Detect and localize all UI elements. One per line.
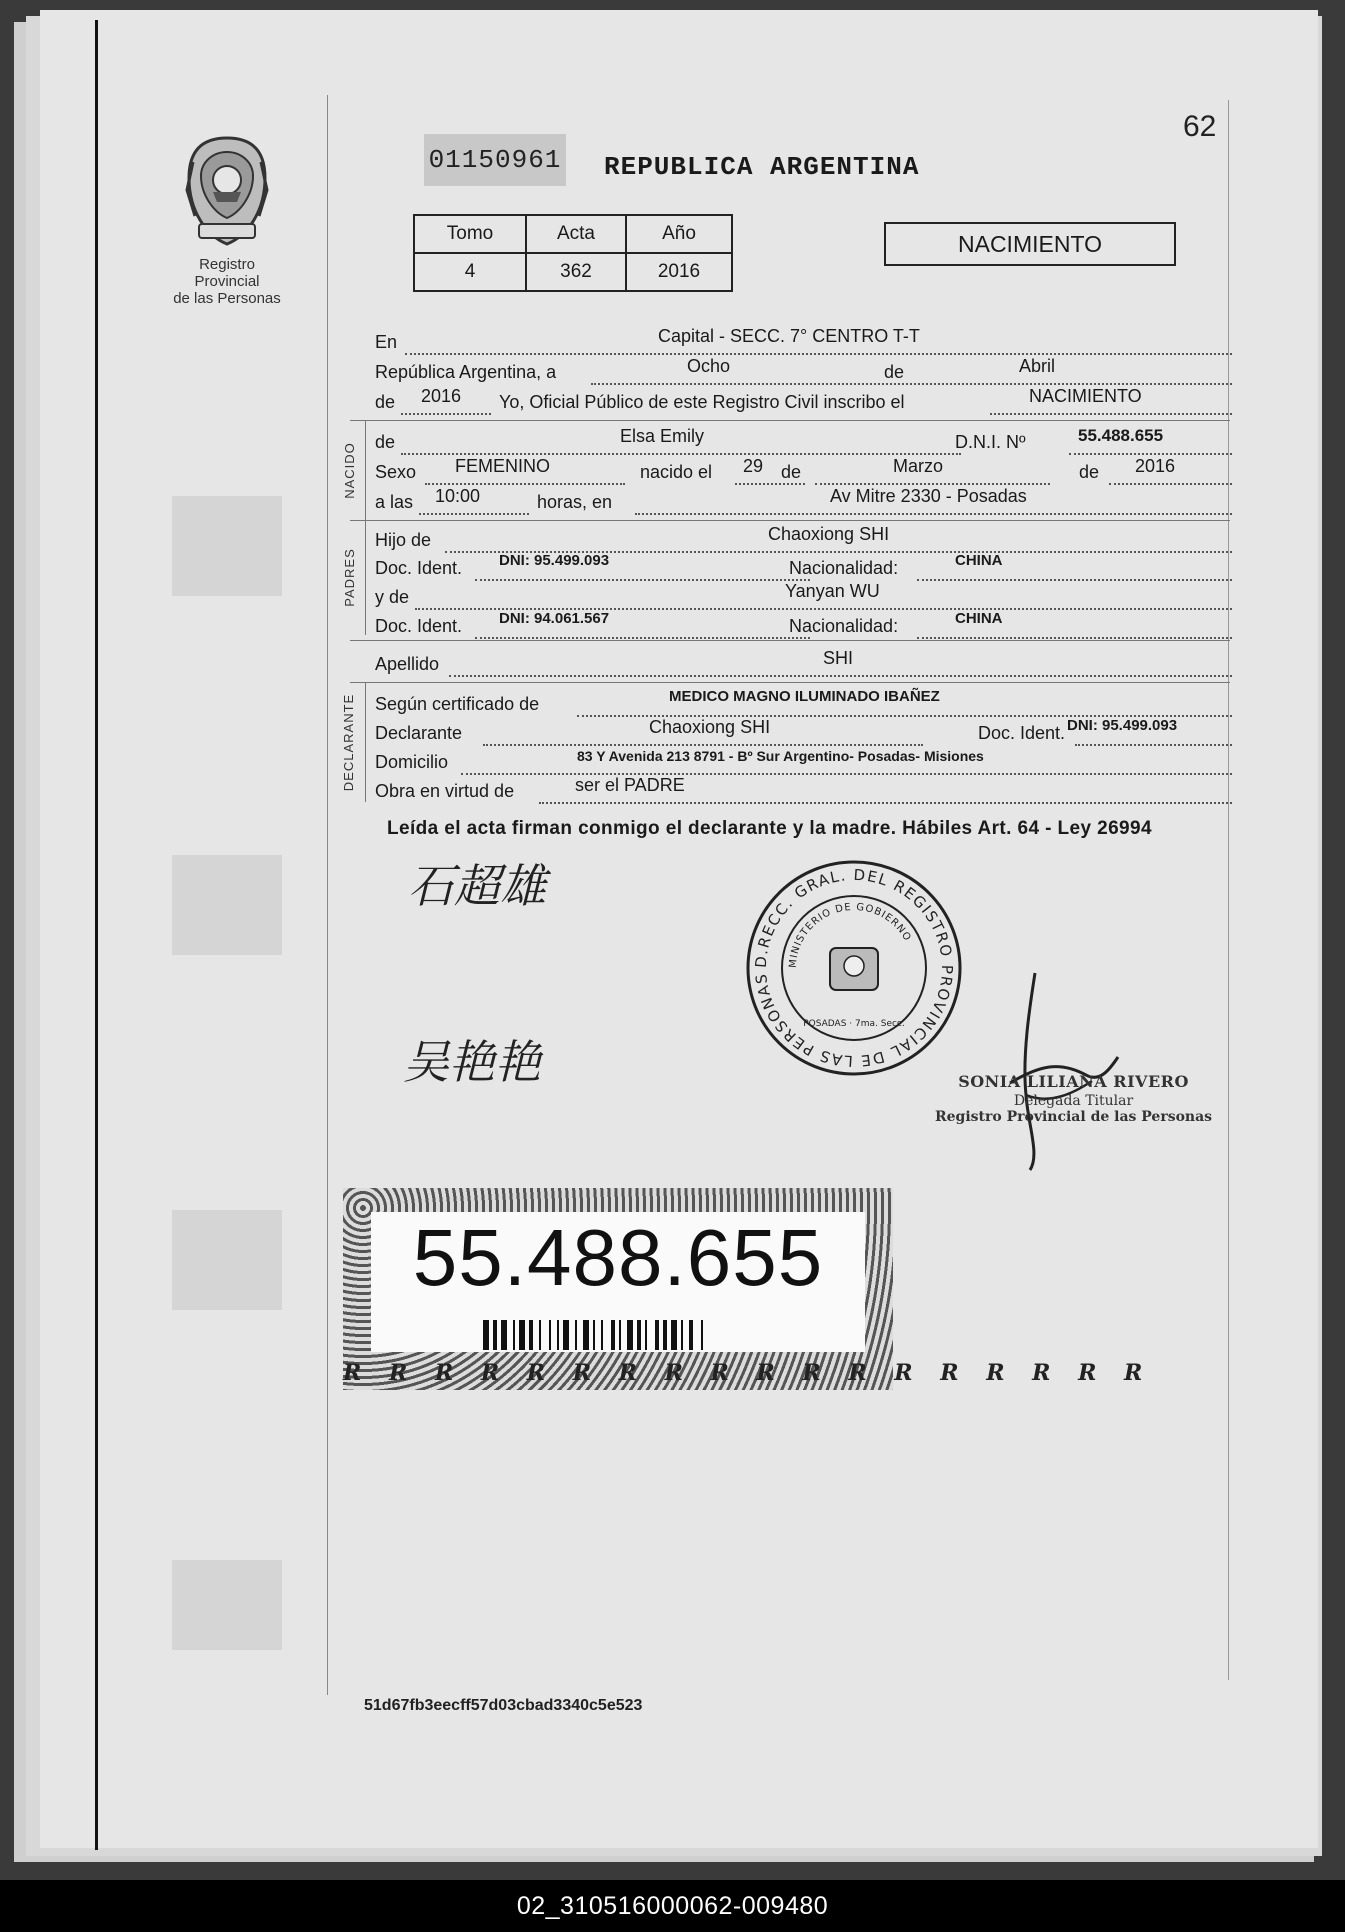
logo-caption-line2: de las Personas xyxy=(173,290,281,307)
label-certificado: Según certificado de xyxy=(375,694,540,714)
label-obra: Obra en virtud de xyxy=(375,781,515,801)
barcode-bar xyxy=(563,1320,569,1350)
label-dni: D.N.I. Nº xyxy=(955,432,1026,452)
sticker-number: 55.488.655 xyxy=(412,1213,824,1302)
value-year: 2016 xyxy=(421,386,462,406)
value-certificado: MEDICO MAGNO ILUMINADO IBAÑEZ xyxy=(669,688,940,705)
row-hijo xyxy=(375,526,1232,554)
section-label-declarante: DECLARANTE xyxy=(341,693,357,791)
ref-header-anio: Año xyxy=(626,215,732,253)
dotted-line xyxy=(1075,733,1232,746)
barcode-bar xyxy=(583,1320,589,1350)
label-doc-ident: Doc. Ident. xyxy=(375,616,463,636)
value-mother-nat: CHINA xyxy=(955,610,1003,627)
value-birth-place: Av Mitre 2330 - Posadas xyxy=(830,486,1027,506)
row-mother xyxy=(375,583,1232,611)
label-horas: horas, en xyxy=(537,492,613,512)
value-act: NACIMIENTO xyxy=(1029,386,1142,406)
row-nombre xyxy=(375,428,1232,456)
row-declarante xyxy=(375,719,1232,747)
section-bar xyxy=(365,420,366,520)
father-signature: 石超雄 xyxy=(408,859,546,913)
barcode-bar xyxy=(663,1320,667,1350)
value-child-name: Elsa Emily xyxy=(620,426,705,446)
dni-barcode-sticker xyxy=(343,1188,1153,1390)
label-republica: República Argentina, a xyxy=(375,362,557,382)
row-en xyxy=(375,328,1232,356)
label-hijo: Hijo de xyxy=(375,530,432,550)
official-office: Registro Provincial de las Personas xyxy=(935,1109,1213,1125)
registry-logo xyxy=(168,132,286,307)
row-mother-doc xyxy=(375,612,1232,640)
dotted-line xyxy=(577,704,1232,717)
ref-header-acta: Acta xyxy=(526,215,626,253)
sticker-pattern-letters: R R R R R R R R R R R R R R R R R R xyxy=(343,1360,1153,1386)
mother-signature: 吴艳艳 xyxy=(403,1035,541,1089)
label-de: de xyxy=(884,362,905,382)
label-statement: Yo, Oficial Público de este Registro Civil inscribo el xyxy=(499,392,905,412)
label-declarante: Declarante xyxy=(375,723,463,743)
value-mother-name: Yanyan WU xyxy=(785,581,880,601)
row-sexo xyxy=(375,458,1232,486)
scan-file-id: 02_310516000062-009480 xyxy=(0,1880,1345,1932)
barcode-bar xyxy=(701,1320,703,1350)
country-title: REPUBLICA ARGENTINA xyxy=(604,152,920,182)
section-separator xyxy=(350,682,1230,683)
row-obra xyxy=(375,777,1232,805)
ref-header-tomo: Tomo xyxy=(414,215,526,253)
section-separator xyxy=(350,520,1230,521)
seal-ring-text: D.RECC. GRAL. DEL REGISTRO PROVINCIAL DE LAS PERSONAS xyxy=(751,865,957,1071)
dotted-line xyxy=(917,626,1232,639)
barcode-bar xyxy=(645,1320,647,1350)
value-mother-doc: DNI: 94.061.567 xyxy=(499,610,610,627)
official-role: Delegada Titular xyxy=(1013,1093,1134,1109)
sticker-security-pattern xyxy=(343,1360,1153,1386)
official-name: SONIA LILIANA RIVERO xyxy=(958,1072,1189,1091)
row-republica xyxy=(375,358,1232,386)
label-a-las: a las xyxy=(375,492,414,512)
sticker-inner xyxy=(371,1212,865,1352)
section-label-nacido: NACIDO xyxy=(341,441,357,499)
barcode-bar xyxy=(575,1320,577,1350)
seal-inner-text: MINISTERIO DE GOBIERNO xyxy=(787,901,913,969)
barcode-bar xyxy=(681,1320,683,1350)
value-apellido: SHI xyxy=(823,648,854,668)
row-apellido xyxy=(375,650,1232,678)
value-place: Capital - SECC. 7° CENTRO T-T xyxy=(658,326,920,346)
dotted-line xyxy=(475,626,810,639)
value-father-name: Chaoxiong SHI xyxy=(768,524,890,544)
value-day: Ocho xyxy=(687,356,731,376)
barcode-bar xyxy=(529,1320,533,1350)
value-birth-day: 29 xyxy=(743,456,764,476)
barcode-bar xyxy=(593,1320,595,1350)
ref-value-acta: 362 xyxy=(526,253,626,291)
row-certificado xyxy=(375,690,1232,718)
section-separator xyxy=(350,640,1230,641)
value-father-nat: CHINA xyxy=(955,552,1003,569)
frame-left-rule xyxy=(327,95,328,1695)
barcode-bar xyxy=(483,1320,489,1350)
logo-caption-line1: Registro Provincial xyxy=(194,256,260,290)
value-obra: ser el PADRE xyxy=(575,775,685,795)
barcode-icon xyxy=(483,1320,753,1350)
province-coat-of-arms-icon xyxy=(177,132,277,250)
label-de-month: de xyxy=(781,462,802,482)
ghost-mark xyxy=(172,1560,282,1650)
handwritten-signature-icon xyxy=(1000,965,1130,1175)
barcode-bar xyxy=(637,1320,641,1350)
row-hora xyxy=(375,488,1232,516)
value-month: Abril xyxy=(1019,356,1056,376)
seal-bottom-text: POSADAS · 7ma. Secc. xyxy=(803,1019,905,1029)
value-declarante-name: Chaoxiong SHI xyxy=(649,717,771,737)
row-domicilio xyxy=(375,748,1232,776)
value-time: 10:00 xyxy=(435,486,481,506)
value-birth-year: 2016 xyxy=(1135,456,1176,476)
row-father-doc xyxy=(375,554,1232,582)
barcode-bar xyxy=(655,1320,659,1350)
closing-statement: Leída el acta firman conmigo el declarante y la madre. Hábiles Art. 64 - Ley 26994 xyxy=(387,818,1152,839)
record-type-box: NACIMIENTO xyxy=(884,222,1176,266)
ref-value-tomo: 4 xyxy=(414,253,526,291)
value-domicilio: 83 Y Avenida 213 8791 - Bº Sur Argentino- Posadas- Misiones xyxy=(577,748,984,764)
dotted-line xyxy=(475,568,810,581)
label-nacionalidad: Nacionalidad: xyxy=(789,616,899,636)
value-declarante-doc: DNI: 95.499.093 xyxy=(1067,717,1178,734)
barcode-bar xyxy=(601,1320,603,1350)
document-hash: 51d67fb3eecff57d03cbad3340c5e523 xyxy=(364,1697,643,1714)
reference-table xyxy=(413,214,733,292)
section-bar xyxy=(365,682,366,802)
barcode-bar xyxy=(513,1320,515,1350)
label-en: En xyxy=(375,332,398,352)
ghost-mark xyxy=(172,496,282,596)
value-sexo: FEMENINO xyxy=(455,456,551,476)
value-birth-month: Marzo xyxy=(893,456,944,476)
page-number: 62 xyxy=(1183,110,1217,143)
value-father-doc: DNI: 95.499.093 xyxy=(499,552,610,569)
barcode-bar xyxy=(619,1320,621,1350)
barcode-bar xyxy=(611,1320,615,1350)
barcode-bar xyxy=(519,1320,525,1350)
serial-number: 01150961 xyxy=(424,134,566,186)
barcode-bar xyxy=(501,1320,507,1350)
label-y-de: y de xyxy=(375,587,410,607)
barcode-bar xyxy=(539,1320,541,1350)
official-seal xyxy=(744,858,964,1083)
label-nacido-el: nacido el xyxy=(640,462,713,482)
ghost-mark xyxy=(172,1210,282,1310)
label-nacionalidad: Nacionalidad: xyxy=(789,558,899,578)
barcode-bar xyxy=(549,1320,551,1350)
barcode-bar xyxy=(557,1320,559,1350)
official-stamp-text xyxy=(935,1072,1212,1125)
ref-value-anio: 2016 xyxy=(626,253,732,291)
barcode-bar xyxy=(493,1320,497,1350)
value-child-dni: 55.488.655 xyxy=(1078,426,1164,445)
section-label-padres: PADRES xyxy=(341,548,357,607)
row-year xyxy=(375,388,1232,416)
barcode-bar xyxy=(689,1320,693,1350)
barcode-bar xyxy=(671,1320,677,1350)
section-separator xyxy=(350,420,1230,421)
label-doc-ident: Doc. Ident. xyxy=(375,558,463,578)
label-de-year2: de xyxy=(1079,462,1100,482)
dotted-line xyxy=(917,568,1232,581)
label-de-year: de xyxy=(375,392,396,412)
label-de-nombre: de xyxy=(375,432,396,452)
ghost-mark xyxy=(172,855,282,955)
section-bar xyxy=(365,520,366,635)
label-doc-ident: Doc. Ident. xyxy=(978,723,1066,743)
label-domicilio: Domicilio xyxy=(375,752,449,772)
label-apellido: Apellido xyxy=(375,654,440,674)
barcode-bar xyxy=(627,1320,633,1350)
binding-line xyxy=(95,20,98,1850)
official-seal-icon xyxy=(744,858,964,1078)
label-sexo: Sexo xyxy=(375,462,417,482)
